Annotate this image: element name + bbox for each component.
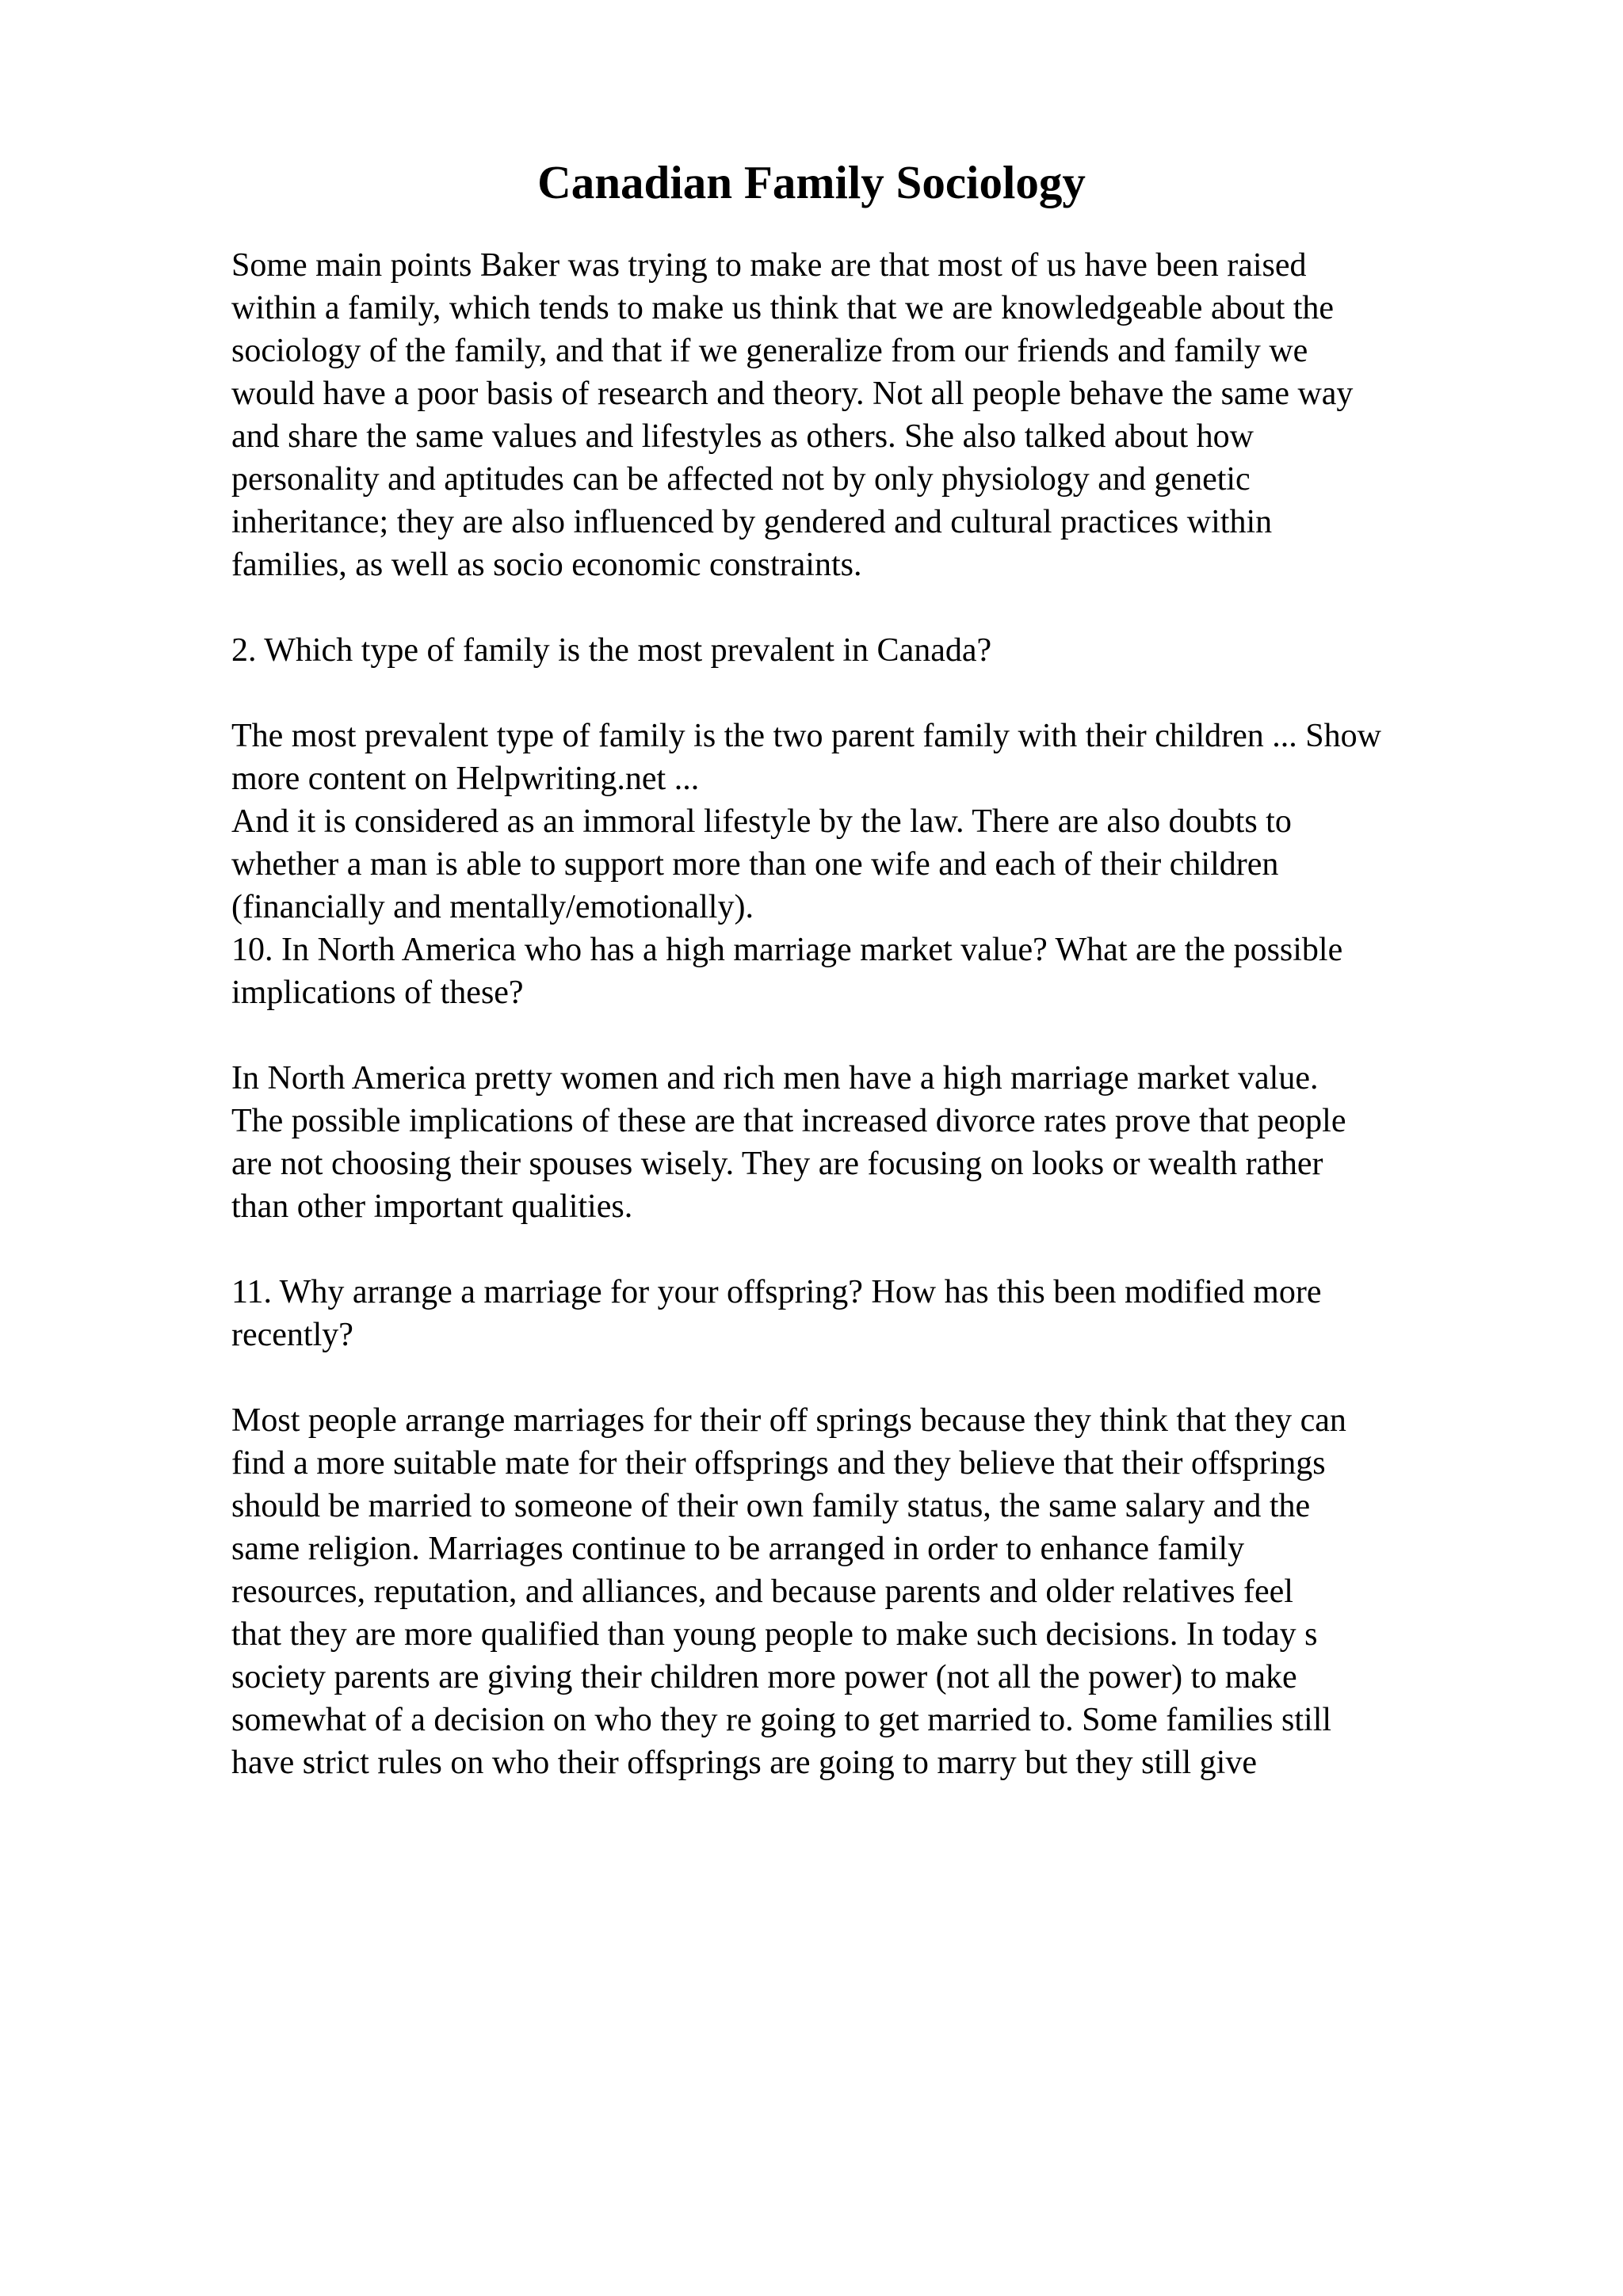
document-title: Canadian Family Sociology [537,156,1086,208]
text-line: And it is considered as an immoral lifestyle by the law. There are also doubts to [231,803,1292,840]
text-line: more content on Helpwriting.net ... [231,761,700,797]
text-line: would have a poor basis of research and theory. Not all people behave the same way [231,376,1354,412]
text-line: have strict rules on who their offsprings are going to marry but they still give [231,1745,1257,1781]
text-line: resources, reputation, and alliances, and because parents and older relatives feel [231,1573,1293,1610]
text-line: personality and aptitudes can be affected not by only physiology and genetic [231,461,1251,498]
question-11-cont: recently? [231,1317,353,1353]
text-line: In North America pretty women and rich men have a high marriage market value. [231,1060,1319,1097]
question-10-cont: implications of these? [231,974,524,1011]
text-line: that they are more qualified than young people to make such decisions. In today s [231,1616,1318,1653]
question-2: 2. Which type of family is the most prevalent in Canada? [231,632,992,669]
text-line: same religion. Marriages continue to be arranged in order to enhance family [231,1531,1245,1567]
text-line: inheritance; they are also influenced by gendered and cultural practices within [231,504,1273,540]
text-line: Most people arrange marriages for their off springs because they think that they can [231,1402,1346,1439]
question-10: 10. In North America who has a high marriage market value? What are the possible [231,932,1343,968]
text-line: The possible implications of these are that increased divorce rates prove that people [231,1103,1346,1139]
text-line: and share the same values and lifestyles as others. She also talked about how [231,418,1254,455]
text-line: (financially and mentally/emotionally). [231,889,754,925]
text-line: within a family, which tends to make us think that we are knowledgeable about the [231,290,1335,326]
text-line: somewhat of a decision on who they re going to get married to. Some families still [231,1702,1332,1738]
text-line: should be married to someone of their own family status, the same salary and the [231,1488,1311,1524]
text-line: society parents are giving their children more power (not all the power) to make [231,1659,1297,1695]
text-line: are not choosing their spouses wisely. They are focusing on looks or wealth rather [231,1146,1323,1182]
text-line: Some main points Baker was trying to make are that most of us have been raised [231,247,1307,284]
text-line: find a more suitable mate for their offsprings and they believe that their offsprings [231,1445,1326,1482]
text-line: sociology of the family, and that if we generalize from our friends and family we [231,333,1308,369]
question-11: 11. Why arrange a marriage for your offspring? How has this been modified more [231,1274,1322,1310]
text-line: whether a man is able to support more than one wife and each of their children [231,846,1279,883]
text-line: families, as well as socio economic constraints. [231,547,862,583]
text-line: The most prevalent type of family is the two parent family with their children ... Show [231,718,1381,754]
text-line: than other important qualities. [231,1188,633,1225]
